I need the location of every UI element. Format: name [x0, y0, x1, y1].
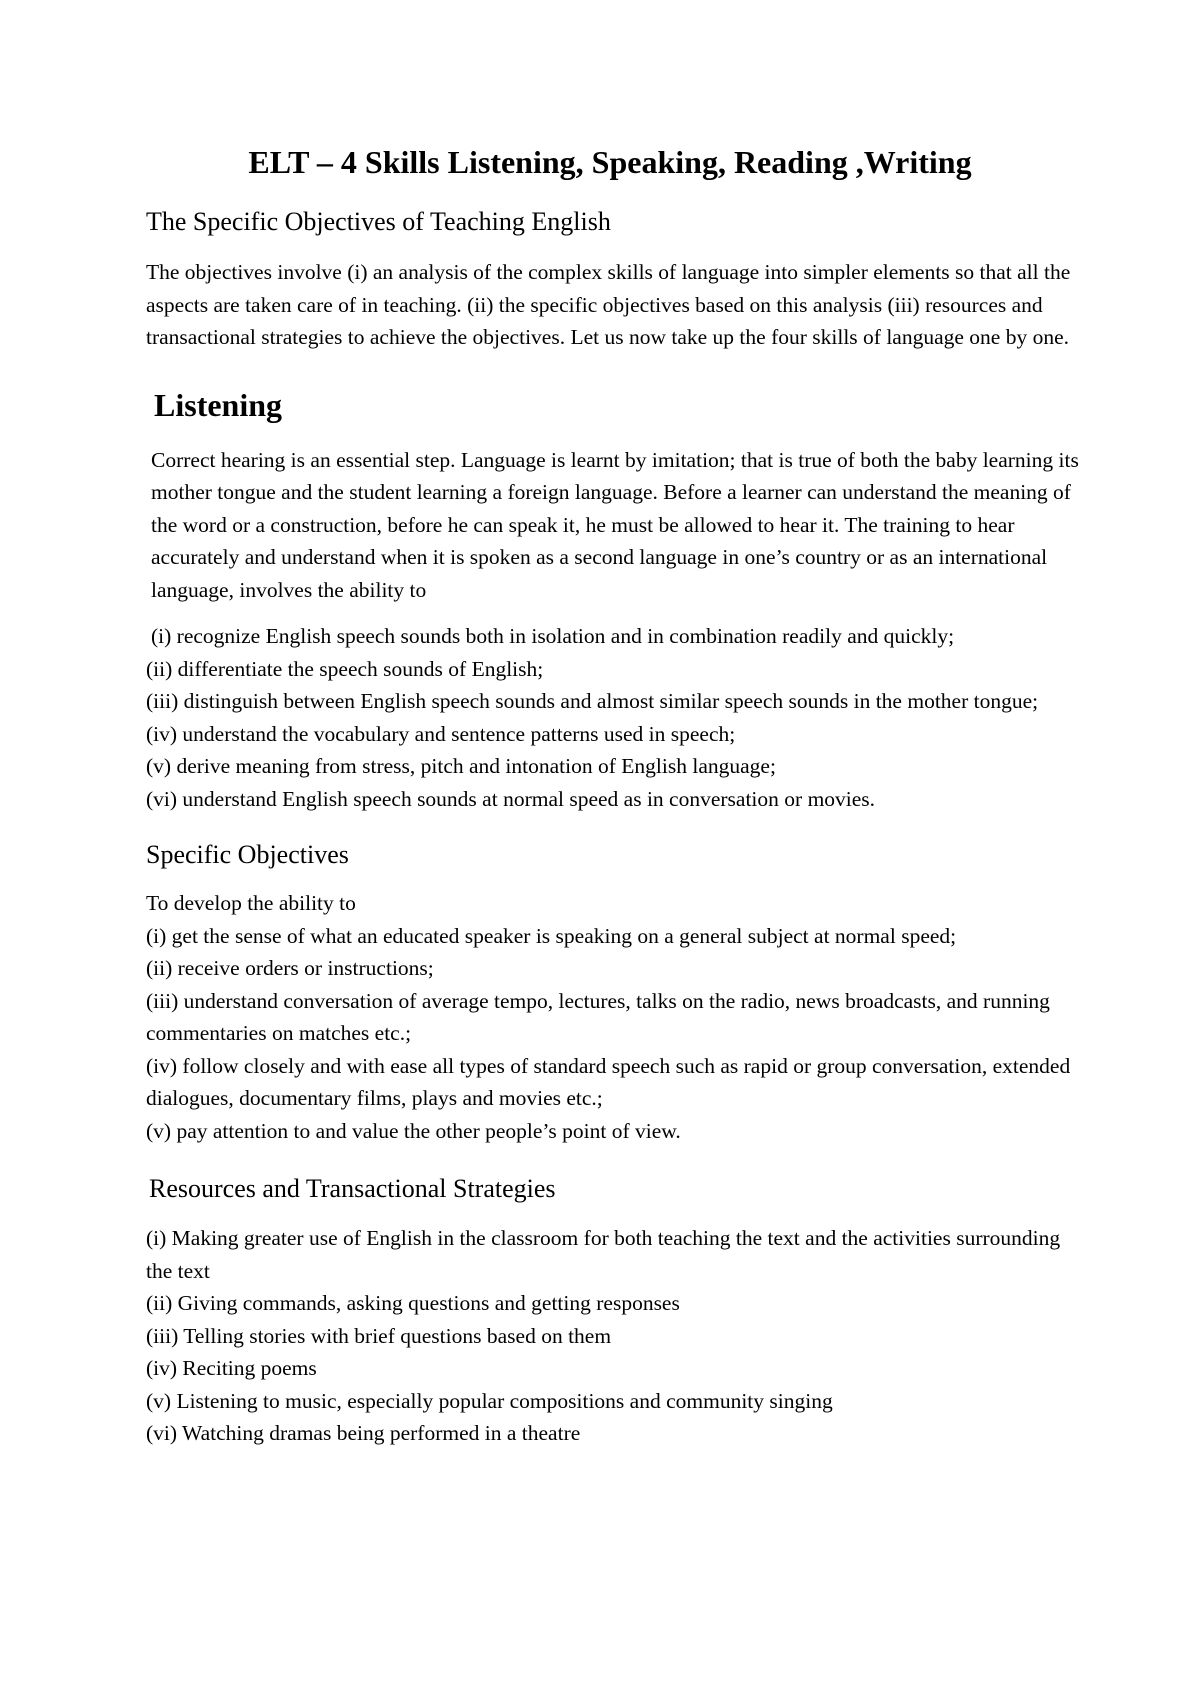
- list-item: (iv) follow closely and with ease all types of standard speech such as rapid or group conversation, extended dialogues, documentary films, plays and movies etc.;: [146, 1053, 1071, 1110]
- list-item: (ii) receive orders or instructions;: [146, 956, 434, 980]
- list-item: (iv) understand the vocabulary and sentence patterns used in speech;: [146, 721, 736, 746]
- listening-paragraph: Correct hearing is an essential step. Language is learnt by imitation; that is true of both the baby learning its mother tongue and the student learning a foreign language. Before a learner can understand the meaning of the word or a construction, before he can speak it, he must be allowed to hear it. The training to hear accurately and understand when it is spoken as a second language in one’s country or as an international language, involves the ability to: [151, 447, 1079, 602]
- list-item: (iv) Reciting poems: [146, 1356, 317, 1380]
- list-item: (v) pay attention to and value the other people’s point of view.: [146, 1118, 681, 1143]
- list-item: (v) derive meaning from stress, pitch and intonation of English language;: [146, 754, 776, 778]
- list-lead: To develop the ability to: [146, 891, 356, 915]
- list-item: (i) get the sense of what an educated speaker is speaking on a general subject at normal speed;: [146, 923, 957, 948]
- list-item: (iii) Telling stories with brief questions based on them: [146, 1323, 612, 1348]
- list-item: (ii) differentiate the speech sounds of English;: [146, 656, 544, 681]
- listening-heading: Listening: [154, 386, 283, 423]
- list-item: (i) Making greater use of English in the classroom for both teaching the text and the activities surrounding the text: [146, 1226, 1061, 1283]
- resources-heading: Resources and Transactional Strategies: [149, 1174, 556, 1203]
- specific-objectives-list: [146, 887, 1080, 1147]
- list-item: (i) recognize English speech sounds both in isolation and in combination readily and quickly;: [151, 624, 955, 648]
- list-item: (iii) distinguish between English speech sounds and almost similar speech sounds in the mother tongue;: [146, 689, 1039, 713]
- resources-list: [146, 1222, 1080, 1450]
- specific-objectives-heading: Specific Objectives: [146, 840, 349, 869]
- list-item: (vi) Watching dramas being performed in a theatre: [146, 1421, 581, 1445]
- list-item: (iii) understand conversation of average tempo, lectures, talks on the radio, news broadcasts, and running commentaries on matches etc.;: [146, 988, 1050, 1045]
- listening-abilities-list: [146, 620, 1080, 815]
- intro-paragraph: The objectives involve (i) an analysis of the complex skills of language into simpler elements so that all the aspects are taken care of in teaching. (ii) the specific objectives based on this analysis (iii) resources and transactional strategies to achieve the objectives. Let us now take up the four skills of language one by one.: [146, 260, 1071, 349]
- document-title: ELT – 4 Skills Listening, Speaking, Reading ,Writing: [248, 144, 972, 180]
- objectives-heading: The Specific Objectives of Teaching English: [146, 207, 611, 236]
- list-item: (ii) Giving commands, asking questions and getting responses: [146, 1291, 680, 1315]
- list-item: (v) Listening to music, especially popular compositions and community singing: [146, 1388, 833, 1413]
- list-item: (vi) understand English speech sounds at normal speed as in conversation or movies.: [146, 786, 876, 811]
